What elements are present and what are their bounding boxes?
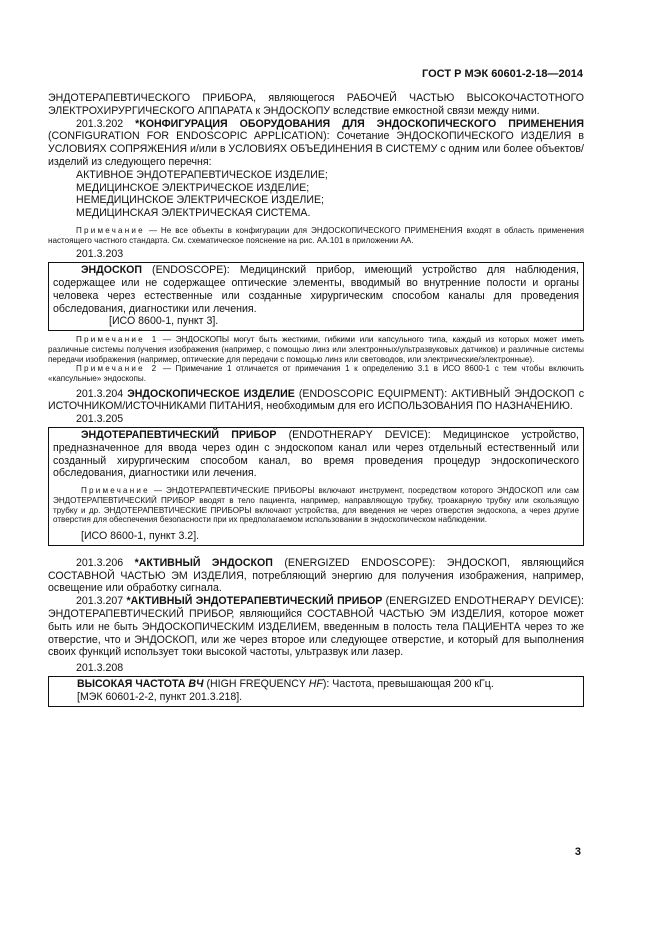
reference: [ИСО 8600-1, пункт 3.2]. — [81, 530, 200, 543]
note-text: — ЭНДОСКОПЫ могут быть жесткими, гибкими или капсульного типа, каждый из которых может иметь различные системы получения изображения (например, с помощью линз или электронных/ультразвуковых датчиков) и различные системы передачи изображения (например, оптические для передачи с помощью линз или световодов, или электрические/электронные). — [48, 335, 584, 364]
list-item: АКТИВНОЕ ЭНДОТЕРАПЕВТИЧЕСКОЕ ИЗДЕЛИЕ; — [76, 168, 328, 181]
term-definition: (ENERGIZED ENDOTHERAPY DEVICE): ЭНДОТЕРАПЕВТИЧЕСКИЙ ПРИБОР, являющийся СОСТАВНОЙ ЧАСТЬЮ ЭМ ИЗДЕЛИЯ, которое может быть или не быть ЭНДОСКОПИЧЕСКИМ ИЗДЕЛИЕМ, введенным в полость тела ПАЦИЕНТА через то же отверстие, что и ЭНДОСКОП, или же через второе или следующее отверстие, и который для выполнения своих функций использует токи высокой частоты, ультразвук или лазер. — [48, 595, 585, 659]
term-number: 201.3.208 — [76, 662, 124, 675]
term-name: *АКТИВНЫЙ ЭНДОСКОП — [134, 556, 273, 569]
term-abbrev-en: HF — [308, 678, 323, 691]
term-definition: (ENDOTHERAPY DEVICE): Медицинское устройство, предназначенное для ввода через один с эндоскопом канал или через отдельный естественный или созданный хирургическим способом канал, во время проведения процедур эндоскопического обследования, диагностики или лечения. — [53, 429, 579, 480]
note-202 — [48, 226, 584, 245]
list-item: НЕМЕДИЦИНСКОЕ ЭЛЕКТРИЧЕСКОЕ ИЗДЕЛИЕ; — [76, 194, 324, 207]
note-text: — Примечание 1 отличается от примечания 1 к определению 3.1 в ИСО 8600-1 с тем чтобы включить «капсульные» эндоскопы. — [48, 364, 584, 383]
definition-201-3-202 — [48, 118, 584, 169]
definition-201-3-206 — [48, 557, 584, 595]
term-number: 201.3.206 — [76, 556, 135, 569]
term-definition-end: ): Частота, превышающая 200 кГц. — [322, 678, 494, 691]
term-name: ЭНДОСКОП — [81, 264, 142, 277]
term-number: 201.3.203 — [76, 248, 124, 261]
term-name: ВЫСОКАЯ ЧАСТОТА — [77, 678, 189, 691]
note-text: — ЭНДОТЕРАПЕВТИЧЕСКИЕ ПРИБОРЫ включают инструмент, посредством которого ЭНДОСКОП или сам ЭНДОТЕРАПЕВТИЧЕСКИЙ ПРИБОР вводят в тело пациента, например, направляющую трубку, троакарную трубку или скользящую трубку и др. ЭНДОТЕРАПЕВТИЧЕСКИЕ ПРИБОРЫ включают устройства, для введения не через отверстия эндоскопа, а через другие отверстия для обеспечения безопасности при их предполагаемом использовании в эндоскопическом наблюдении. — [53, 486, 579, 525]
definition-box-201-3-208 — [48, 676, 584, 707]
definition-box-201-3-205 — [48, 427, 584, 546]
item-list — [48, 169, 584, 220]
note-203-2 — [48, 364, 584, 383]
term-abbrev: ВЧ — [188, 678, 204, 691]
reference: [ИСО 8600-1, пункт 3]. — [109, 315, 219, 328]
term-number: 201.3.204 — [76, 387, 128, 400]
paragraph-continuation: ЭНДОТЕРАПЕВТИЧЕСКОГО ПРИБОРА, являющегося РАБОЧЕЙ ЧАСТЬЮ ВЫСОКОЧАСТОТНОГО ЭЛЕКТРОХИРУРГИЧЕСКОГО АППАРАТА к ЭНДОСКОПУ вследствие емкостной связи между ними. — [48, 92, 584, 117]
term-name: *АКТИВНЫЙ ЭНДОТЕРАПЕВТИЧЕСКИЙ ПРИБОР — [126, 595, 383, 608]
definition-box-201-3-203 — [48, 262, 584, 331]
page-number: 3 — [574, 846, 581, 858]
note-label: Примечание — [81, 486, 150, 496]
term-name: ЭНДОТЕРАПЕВТИЧЕСКИЙ ПРИБОР — [81, 429, 277, 442]
page-header: ГОСТ Р МЭК 60601-2-18—2014 — [422, 68, 583, 80]
note-label: Примечание 2 — [76, 364, 159, 374]
term-name: *КОНФИГУРАЦИЯ ОБОРУДОВАНИЯ ДЛЯ ЭНДОСКОПИЧЕСКОГО ПРИМЕНЕНИЯ — [135, 117, 584, 130]
term-number: 201.3.202 — [76, 117, 136, 130]
term-definition: (HIGH FREQUENCY — [203, 678, 309, 691]
term-definition: (ENDOSCOPE): Медицинский прибор, имеющий устройство для наблюдения, содержащее или не содержащее оптические элементы, вводимый во внутренние полости и органы человека через естественные или созданные хирургическим способом каналы для проведения обследования, диагностики или лечения. — [53, 264, 579, 315]
page-content — [48, 92, 584, 709]
definition-text — [77, 678, 579, 691]
term-number: 201.3.205 — [76, 413, 124, 426]
definition-201-3-207 — [48, 595, 584, 659]
list-item: МЕДИЦИНСКОЕ ЭЛЕКТРИЧЕСКОЕ ИЗДЕЛИЕ; — [76, 181, 310, 194]
term-definition: (CONFIGURATION FOR ENDOSCOPIC APPLICATION): Сочетание ЭНДОСКОПИЧЕСКОГО ИЗДЕЛИЯ в УСЛОВИЯХ СОПРЯЖЕНИЯ и/или в УСЛОВИЯХ ОБЪЕДИНЕНИЯ В СИСТЕМУ с одним или более объектов/изделий из следующего перечня: — [48, 130, 584, 168]
note-205 — [53, 486, 579, 525]
note-203-1 — [48, 335, 584, 364]
note-label: Примечание 1 — [76, 335, 159, 345]
list-item: МЕДИЦИНСКАЯ ЭЛЕКТРИЧЕСКАЯ СИСТЕМА. — [76, 207, 311, 220]
definition-text — [53, 264, 579, 315]
definition-201-3-204 — [48, 388, 584, 414]
note-text: — Не все объекты в конфигурации для ЭНДОСКОПИЧЕСКОГО ПРИМЕНЕНИЯ входят в область применения настоящего частного стандарта. См. схематическое пояснение на рис. АА.101 в приложении АА. — [48, 225, 584, 245]
term-name: ЭНДОСКОПИЧЕСКОЕ ИЗДЕЛИЕ — [127, 387, 295, 400]
term-number: 201.3.207 — [76, 595, 127, 608]
term-definition: (ENDOSCOPIC EQUIPMENT): АКТИВНЫЙ ЭНДОСКОП с ИСТОЧНИКОМ/ИСТОЧНИКАМИ ПИТАНИЯ, необходимым для его ИСПОЛЬЗОВАНИЯ ПО НАЗНАЧЕНИЮ. — [48, 387, 584, 413]
term-definition: (ENERGIZED ENDOSCOPE): ЭНДОСКОП, являющийся СОСТАВНОЙ ЧАСТЬЮ ЭМ ИЗДЕЛИЯ, потребляющий энергию для получения изображения, например, освещение или обработку сигнала. — [48, 556, 584, 595]
note-label: Примечание — [76, 225, 145, 235]
reference: [МЭК 60601-2-2, пункт 201.3.218]. — [77, 690, 243, 703]
definition-text — [53, 429, 579, 480]
